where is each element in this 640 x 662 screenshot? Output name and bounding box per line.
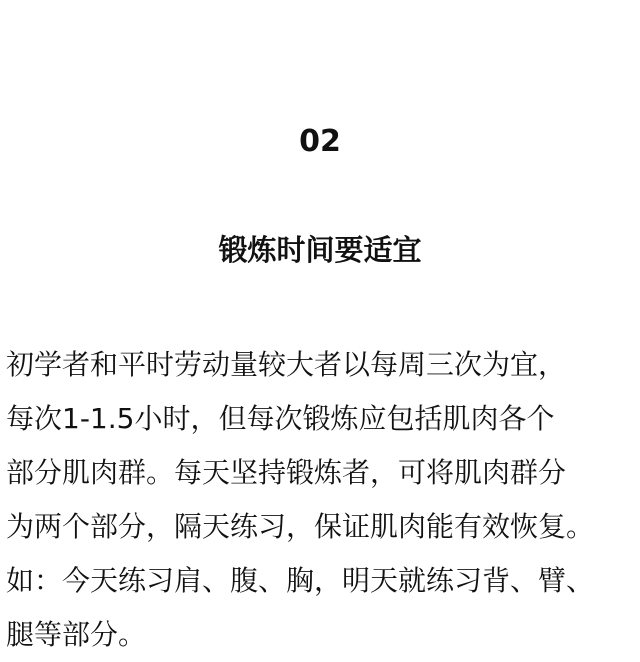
body-line: 初学者和平时劳动量较大者以每周三次为宜， (6, 348, 567, 381)
body-line: 如：今天练习肩、腹、胸，明天就练习背、臂、 (6, 564, 595, 597)
body-line: 腿等部分。 (6, 618, 147, 651)
body-paragraph (6, 338, 640, 662)
section-title: 锻炼时间要适宜 (218, 233, 422, 267)
section-number: 02 (299, 124, 341, 159)
body-line: 部分肌肉群。每天坚持锻炼者，可将肌肉群分 (6, 456, 567, 489)
body-line: 为两个部分，隔天练习，保证肌肉能有效恢复。 (6, 510, 595, 543)
body-line: 每次1-1.5小时，但每次锻炼应包括肌肉各个 (6, 402, 555, 435)
